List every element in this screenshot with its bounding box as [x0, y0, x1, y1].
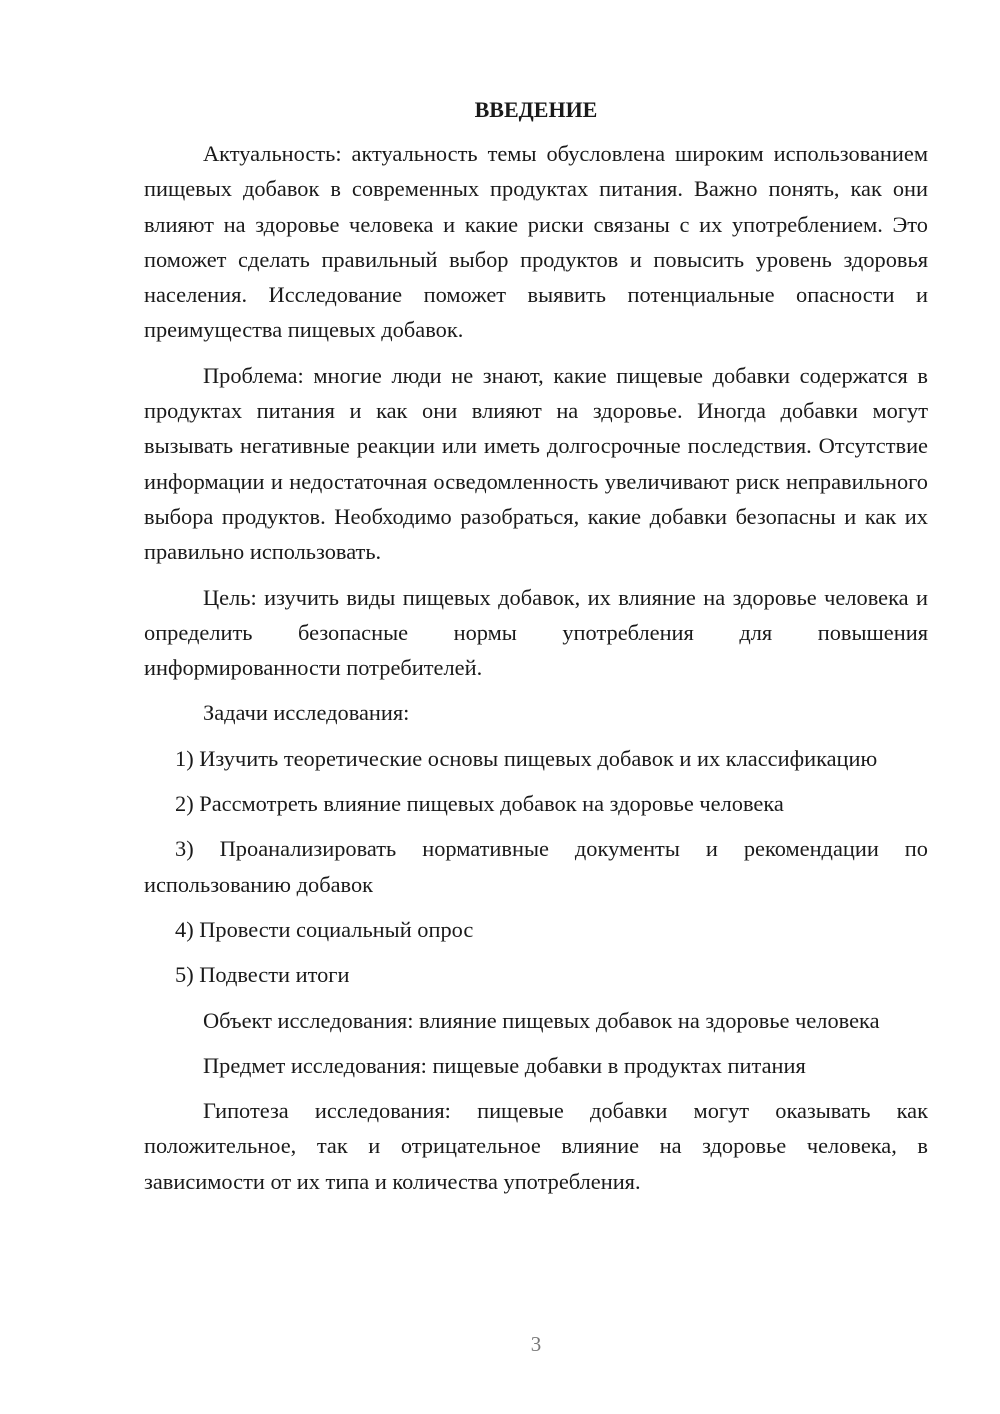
- goal-paragraph: Цель: изучить виды пищевых добавок, их влияние на здоровье человека и определить безопасные нормы употребления для повышения информированности потребителей.: [144, 584, 928, 681]
- object-paragraph: Объект исследования: влияние пищевых добавок на здоровье человека: [203, 1007, 880, 1033]
- page-number: 3: [530, 1332, 542, 1356]
- task-item-2: 2) Рассмотреть влияние пищевых добавок на здоровье человека: [175, 791, 784, 817]
- task-item-1: 1) Изучить теоретические основы пищевых добавок и их классификацию: [175, 745, 878, 771]
- task-item-4: 4) Провести социальный опрос: [175, 916, 474, 942]
- task-item-3: 3) Проанализировать нормативные документы и рекомендации по использованию добавок: [144, 836, 928, 897]
- subject-paragraph: Предмет исследования: пищевые добавки в продуктах питания: [203, 1052, 806, 1078]
- page-title: ВВЕДЕНИЕ: [474, 97, 598, 122]
- tasks-heading: Задачи исследования:: [203, 700, 410, 726]
- hypothesis-paragraph: Гипотеза исследования: пищевые добавки могут оказывать как положительное, так и отрицательное влияние на здоровье человека, в зависимости от их типа и количества употребления.: [144, 1098, 928, 1194]
- problem-paragraph: Проблема: многие люди не знают, какие пищевые добавки содержатся в продуктах питания и как они влияют на здоровье. Иногда добавки могут вызывать негативные реакции или иметь долгосрочные последствия. Отсутствие информации и недостаточная осведомленность увеличивают риск неправильного выбора продуктов. Необходимо разобраться, какие добавки безопасны и как их правильно использовать.: [144, 362, 928, 565]
- relevance-paragraph: Актуальность: актуальность темы обусловлена широким использованием пищевых добавок в современных продуктах питания. Важно понять, как они влияют на здоровье человека и какие риски связаны с их употреблением. Это поможет сделать правильный выбор продуктов и повысить уровень здоровья населения. Исследование поможет выявить потенциальные опасности и преимущества пищевых добавок.: [144, 141, 928, 343]
- task-item-5: 5) Подвести итоги: [175, 962, 350, 988]
- document-body: [144, 90, 928, 1209]
